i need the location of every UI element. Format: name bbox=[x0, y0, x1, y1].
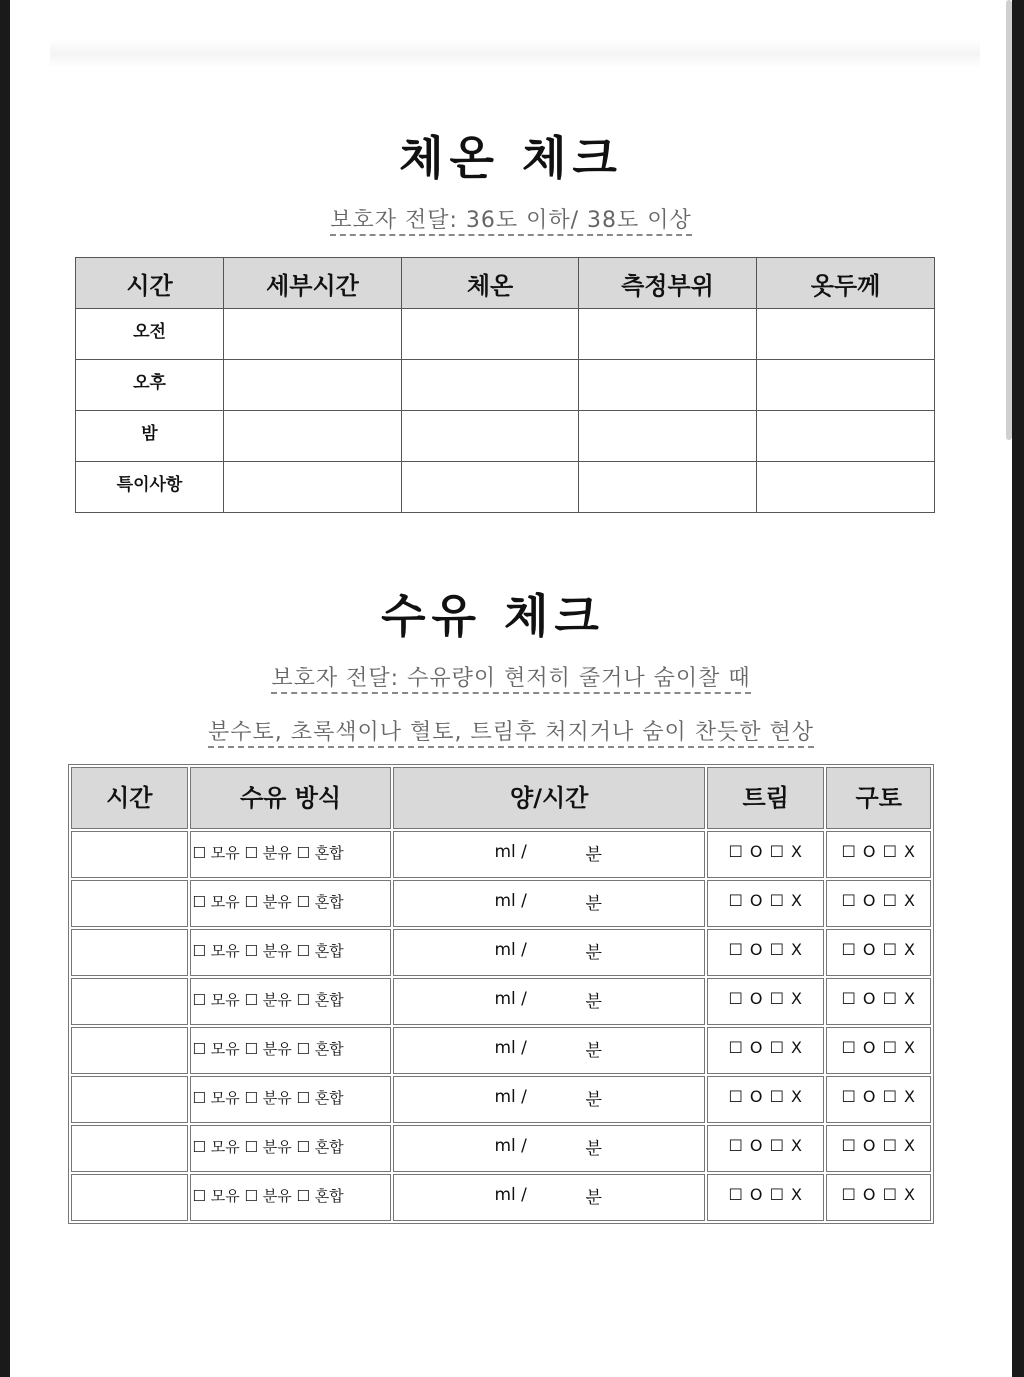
feeding-table-body bbox=[71, 831, 931, 1221]
amount-ml-label: ml / bbox=[494, 891, 527, 911]
amount-cell bbox=[393, 1076, 704, 1123]
temperature-title: 체온 체크 bbox=[399, 131, 623, 185]
table-row bbox=[71, 880, 931, 927]
temperature-header-clothing: 옷두께 bbox=[757, 258, 935, 309]
empty-cell bbox=[579, 462, 757, 513]
empty-cell bbox=[579, 411, 757, 462]
empty-cell bbox=[757, 309, 935, 360]
amount-minute-label: 분 bbox=[585, 845, 602, 865]
amount-ml-label: ml / bbox=[494, 1038, 527, 1058]
table-row bbox=[71, 1125, 931, 1172]
amount-minute-label: 분 bbox=[585, 943, 602, 963]
empty-cell bbox=[402, 462, 579, 513]
empty-cell bbox=[757, 360, 935, 411]
empty-cell bbox=[224, 360, 402, 411]
feeding-header-amount: 양/시간 bbox=[393, 767, 704, 829]
burp-options[interactable]: ☐ O ☐ X bbox=[707, 1076, 825, 1123]
feeding-note-line2: 분수토, 초록색이나 혈토, 트림후 처지거나 숨이 찬듯한 현상 bbox=[10, 715, 1012, 746]
document-page bbox=[10, 0, 1012, 1377]
burp-options[interactable]: ☐ O ☐ X bbox=[707, 929, 825, 976]
vomit-options[interactable]: ☐ O ☐ X bbox=[826, 1174, 931, 1221]
feeding-header-row bbox=[71, 767, 931, 829]
table-row bbox=[71, 978, 931, 1025]
feeding-header-time: 시간 bbox=[71, 767, 188, 829]
feeding-table bbox=[68, 764, 934, 1224]
feeding-method-options[interactable]: ☐ 모유 ☐ 분유 ☐ 혼합 bbox=[190, 1125, 392, 1172]
feeding-method-options[interactable]: ☐ 모유 ☐ 분유 ☐ 혼합 bbox=[190, 1076, 392, 1123]
row-label-notes: 특이사항 bbox=[76, 462, 224, 513]
amount-minute-label: 분 bbox=[585, 1139, 602, 1159]
empty-cell bbox=[402, 360, 579, 411]
page-top-shade bbox=[50, 40, 980, 68]
amount-cell bbox=[393, 929, 704, 976]
vomit-options[interactable]: ☐ O ☐ X bbox=[826, 1027, 931, 1074]
empty-cell bbox=[402, 411, 579, 462]
table-row bbox=[76, 462, 935, 513]
feeding-method-options[interactable]: ☐ 모유 ☐ 분유 ☐ 혼합 bbox=[190, 880, 392, 927]
table-row bbox=[71, 1076, 931, 1123]
burp-options[interactable]: ☐ O ☐ X bbox=[707, 978, 825, 1025]
table-row bbox=[76, 411, 935, 462]
vomit-options[interactable]: ☐ O ☐ X bbox=[826, 929, 931, 976]
feeding-header-method: 수유 방식 bbox=[190, 767, 392, 829]
time-cell bbox=[71, 831, 188, 878]
burp-options[interactable]: ☐ O ☐ X bbox=[707, 831, 825, 878]
amount-minute-label: 분 bbox=[585, 1188, 602, 1208]
temperature-note: 보호자 전달: 36도 이하/ 38도 이상 bbox=[10, 203, 1012, 234]
feeding-title: 수유 체크 bbox=[381, 589, 605, 643]
time-cell bbox=[71, 1174, 188, 1221]
amount-minute-label: 분 bbox=[585, 992, 602, 1012]
amount-cell bbox=[393, 978, 704, 1025]
empty-cell bbox=[224, 309, 402, 360]
vomit-options[interactable]: ☐ O ☐ X bbox=[826, 880, 931, 927]
amount-cell bbox=[393, 831, 704, 878]
feeding-method-options[interactable]: ☐ 모유 ☐ 분유 ☐ 혼합 bbox=[190, 831, 392, 878]
feeding-method-options[interactable]: ☐ 모유 ☐ 분유 ☐ 혼합 bbox=[190, 978, 392, 1025]
amount-ml-label: ml / bbox=[494, 989, 527, 1009]
amount-cell bbox=[393, 1174, 704, 1221]
temperature-header-time: 시간 bbox=[76, 258, 224, 309]
amount-minute-label: 분 bbox=[585, 1090, 602, 1110]
burp-options[interactable]: ☐ O ☐ X bbox=[707, 1027, 825, 1074]
amount-ml-label: ml / bbox=[494, 1185, 527, 1205]
feeding-method-options[interactable]: ☐ 모유 ☐ 분유 ☐ 혼합 bbox=[190, 1027, 392, 1074]
time-cell bbox=[71, 1027, 188, 1074]
vomit-options[interactable]: ☐ O ☐ X bbox=[826, 978, 931, 1025]
vomit-options[interactable]: ☐ O ☐ X bbox=[826, 1125, 931, 1172]
table-row bbox=[76, 309, 935, 360]
table-row bbox=[71, 929, 931, 976]
row-label-afternoon: 오후 bbox=[76, 360, 224, 411]
time-cell bbox=[71, 1125, 188, 1172]
time-cell bbox=[71, 978, 188, 1025]
row-label-morning: 오전 bbox=[76, 309, 224, 360]
empty-cell bbox=[224, 462, 402, 513]
amount-ml-label: ml / bbox=[494, 1087, 527, 1107]
time-cell bbox=[71, 880, 188, 927]
amount-ml-label: ml / bbox=[494, 842, 527, 862]
amount-cell bbox=[393, 1125, 704, 1172]
amount-cell bbox=[393, 1027, 704, 1074]
burp-options[interactable]: ☐ O ☐ X bbox=[707, 1125, 825, 1172]
table-row bbox=[71, 1027, 931, 1074]
amount-ml-label: ml / bbox=[494, 1136, 527, 1156]
empty-cell bbox=[579, 360, 757, 411]
temperature-table bbox=[75, 257, 935, 513]
empty-cell bbox=[579, 309, 757, 360]
feeding-method-options[interactable]: ☐ 모유 ☐ 분유 ☐ 혼합 bbox=[190, 929, 392, 976]
vomit-options[interactable]: ☐ O ☐ X bbox=[826, 831, 931, 878]
feeding-header-burp: 트림 bbox=[707, 767, 825, 829]
temperature-header-row bbox=[76, 258, 935, 309]
empty-cell bbox=[402, 309, 579, 360]
feeding-header-vomit: 구토 bbox=[826, 767, 931, 829]
empty-cell bbox=[224, 411, 402, 462]
empty-cell bbox=[757, 411, 935, 462]
empty-cell bbox=[757, 462, 935, 513]
temperature-header-temperature: 체온 bbox=[402, 258, 579, 309]
burp-options[interactable]: ☐ O ☐ X bbox=[707, 880, 825, 927]
amount-minute-label: 분 bbox=[585, 894, 602, 914]
vomit-options[interactable]: ☐ O ☐ X bbox=[826, 1076, 931, 1123]
temperature-header-site: 측정부위 bbox=[579, 258, 757, 309]
burp-options[interactable]: ☐ O ☐ X bbox=[707, 1174, 825, 1221]
table-row bbox=[71, 1174, 931, 1221]
feeding-method-options[interactable]: ☐ 모유 ☐ 분유 ☐ 혼합 bbox=[190, 1174, 392, 1221]
table-row bbox=[71, 831, 931, 878]
temperature-header-detail-time: 세부시간 bbox=[224, 258, 402, 309]
table-row bbox=[76, 360, 935, 411]
time-cell bbox=[71, 1076, 188, 1123]
time-cell bbox=[71, 929, 188, 976]
feeding-note-line1: 보호자 전달: 수유량이 현저히 줄거나 숨이찰 때 bbox=[10, 661, 1012, 692]
amount-ml-label: ml / bbox=[494, 940, 527, 960]
amount-minute-label: 분 bbox=[585, 1041, 602, 1061]
row-label-night: 밤 bbox=[76, 411, 224, 462]
amount-cell bbox=[393, 880, 704, 927]
